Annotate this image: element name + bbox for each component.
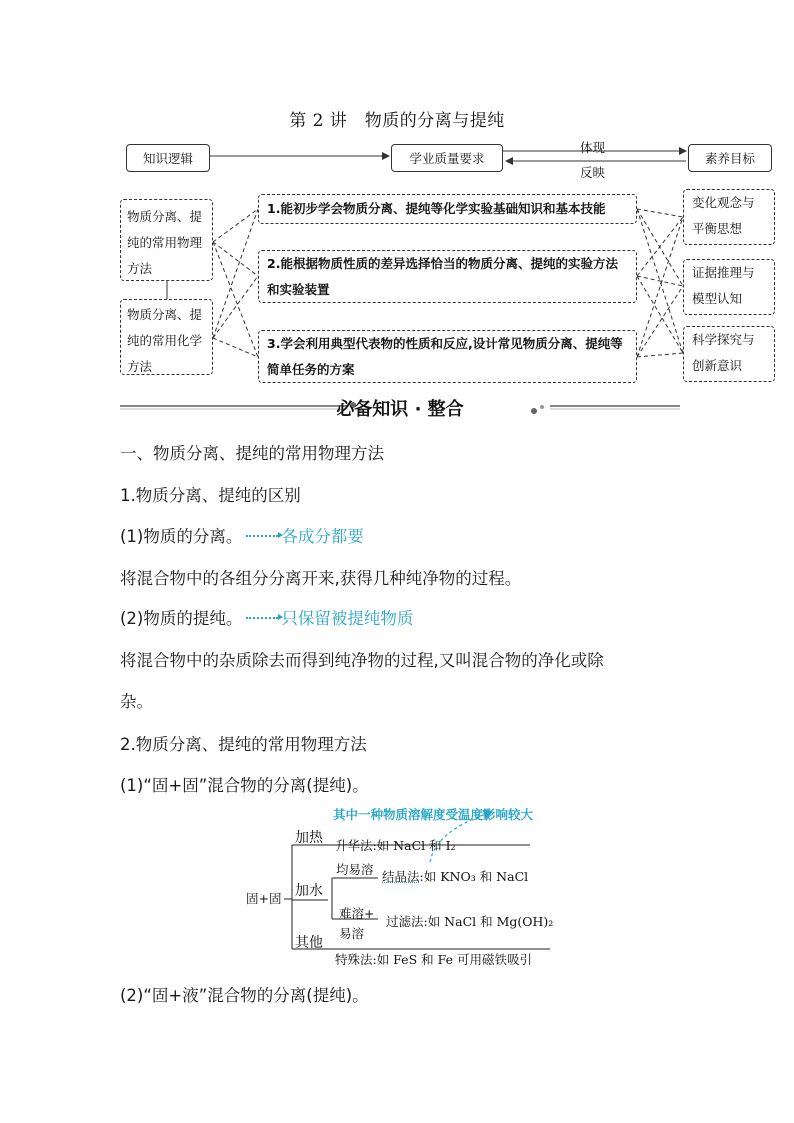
paragraph-purification-definition-end: 杂。 — [120, 692, 153, 711]
requirement-box-2 — [258, 250, 637, 303]
literacy-box-3 — [683, 326, 775, 382]
flow-box-label: 知识逻辑 — [142, 151, 193, 166]
dotted-arrow-icon — [246, 535, 278, 537]
flow-box-literacy-goals — [688, 144, 772, 172]
literacy-box-1 — [683, 189, 775, 245]
method-line: 方法 — [127, 261, 153, 276]
method-line: 物质分离、提 — [127, 209, 203, 224]
heading-physical-methods: 一、物质分离、提纯的常用物理方法 — [120, 444, 384, 463]
requirement-line: 和实验装置 — [267, 282, 330, 297]
flow-box-knowledge-logic — [126, 144, 210, 172]
requirement-box-3 — [258, 330, 637, 383]
edge-label-embody: 体现 — [580, 140, 606, 155]
solid-solid-tree-lines — [240, 800, 570, 970]
literacy-line: 证据推理与 — [692, 265, 755, 280]
requirement-box-1 — [258, 194, 637, 224]
literacy-line: 模型认知 — [692, 291, 743, 306]
flow-box-label: 学业质量要求 — [409, 151, 485, 166]
tree-sublimation: 升华法:如 NaCl 和 I₂ — [335, 838, 456, 853]
paragraph-separation — [120, 523, 364, 547]
tree-annotation: 其中一种物质溶解度受温度影响较大 — [333, 807, 534, 822]
flow-box-quality-requirements — [391, 144, 503, 172]
tree-root: 固+固 — [246, 891, 282, 906]
tree-branch-water: 加水 — [295, 883, 323, 899]
heading-difference: 1.物质分离、提纯的区别 — [120, 486, 301, 505]
paragraph-purification — [120, 605, 413, 629]
tree-filtration: 过滤法:如 NaCl 和 Mg(OH)₂ — [386, 914, 554, 929]
requirement-line: 1.能初步学会物质分离、提纯等化学实验基础知识和基本技能 — [267, 201, 606, 216]
section-banner — [120, 393, 680, 423]
banner-title: 必备知识 · 整合 — [336, 399, 464, 420]
literacy-line: 科学探究与 — [692, 332, 755, 347]
edge-label-reflect: 反映 — [580, 165, 606, 180]
requirement-line: 简单任务的方案 — [267, 362, 355, 377]
tree-insoluble-1: 难溶+ — [339, 906, 375, 921]
tree-soluble: 均易溶 — [336, 862, 374, 877]
separation-note: 各成分都要 — [281, 527, 364, 546]
crystal-label: 结晶法 — [382, 869, 420, 884]
literacy-line: 平衡思想 — [692, 221, 743, 236]
literacy-box-2 — [683, 259, 775, 315]
tree-special: 特殊法:如 FeS 和 Fe 可用磁铁吸引 — [335, 952, 532, 967]
page-title: 第 2 讲 物质的分离与提纯 — [289, 111, 505, 131]
heading-physical-methods-list: 2.物质分离、提纯的常用物理方法 — [120, 735, 367, 754]
method-box-chemical — [120, 299, 213, 375]
flow-box-label: 素养目标 — [704, 151, 755, 166]
paragraph-solid-liquid: (2)“固+液”混合物的分离(提纯)。 — [120, 986, 369, 1005]
tree-branch-other: 其他 — [295, 935, 323, 951]
dotted-arrow-icon — [246, 617, 278, 619]
tree-branch-heat: 加热 — [295, 830, 323, 846]
paragraph-separation-definition: 将混合物中的各组分分离开来,获得几种纯净物的过程。 — [120, 569, 522, 588]
method-line: 纯的常用物理 — [127, 235, 203, 250]
separation-label: (1)物质的分离。 — [120, 527, 243, 546]
literacy-line: 变化观念与 — [692, 195, 755, 210]
method-line: 物质分离、提 — [127, 307, 203, 322]
method-line: 方法 — [127, 359, 153, 374]
tree-crystallization — [382, 867, 528, 885]
paragraph-solid-solid: (1)“固+固”混合物的分离(提纯)。 — [120, 776, 369, 795]
requirement-line: 2.能根据物质性质的差异选择恰当的物质分离、提纯的实验方法 — [267, 256, 618, 271]
tree-insoluble-2: 易溶 — [339, 926, 365, 941]
method-line: 纯的常用化学 — [127, 333, 203, 348]
purification-note: 只保留被提纯物质 — [281, 609, 414, 628]
literacy-line: 创新意识 — [692, 358, 743, 373]
method-box-physical — [120, 199, 213, 281]
paragraph-purification-definition: 将混合物中的杂质除去而得到纯净物的过程,又叫混合物的净化或除 — [120, 651, 604, 670]
requirement-line: 3.学会利用典型代表物的性质和反应,设计常见物质分离、提纯等 — [267, 336, 623, 351]
purification-label: (2)物质的提纯。 — [120, 609, 243, 628]
crystal-rest: :如 KNO₃ 和 NaCl — [419, 869, 529, 884]
